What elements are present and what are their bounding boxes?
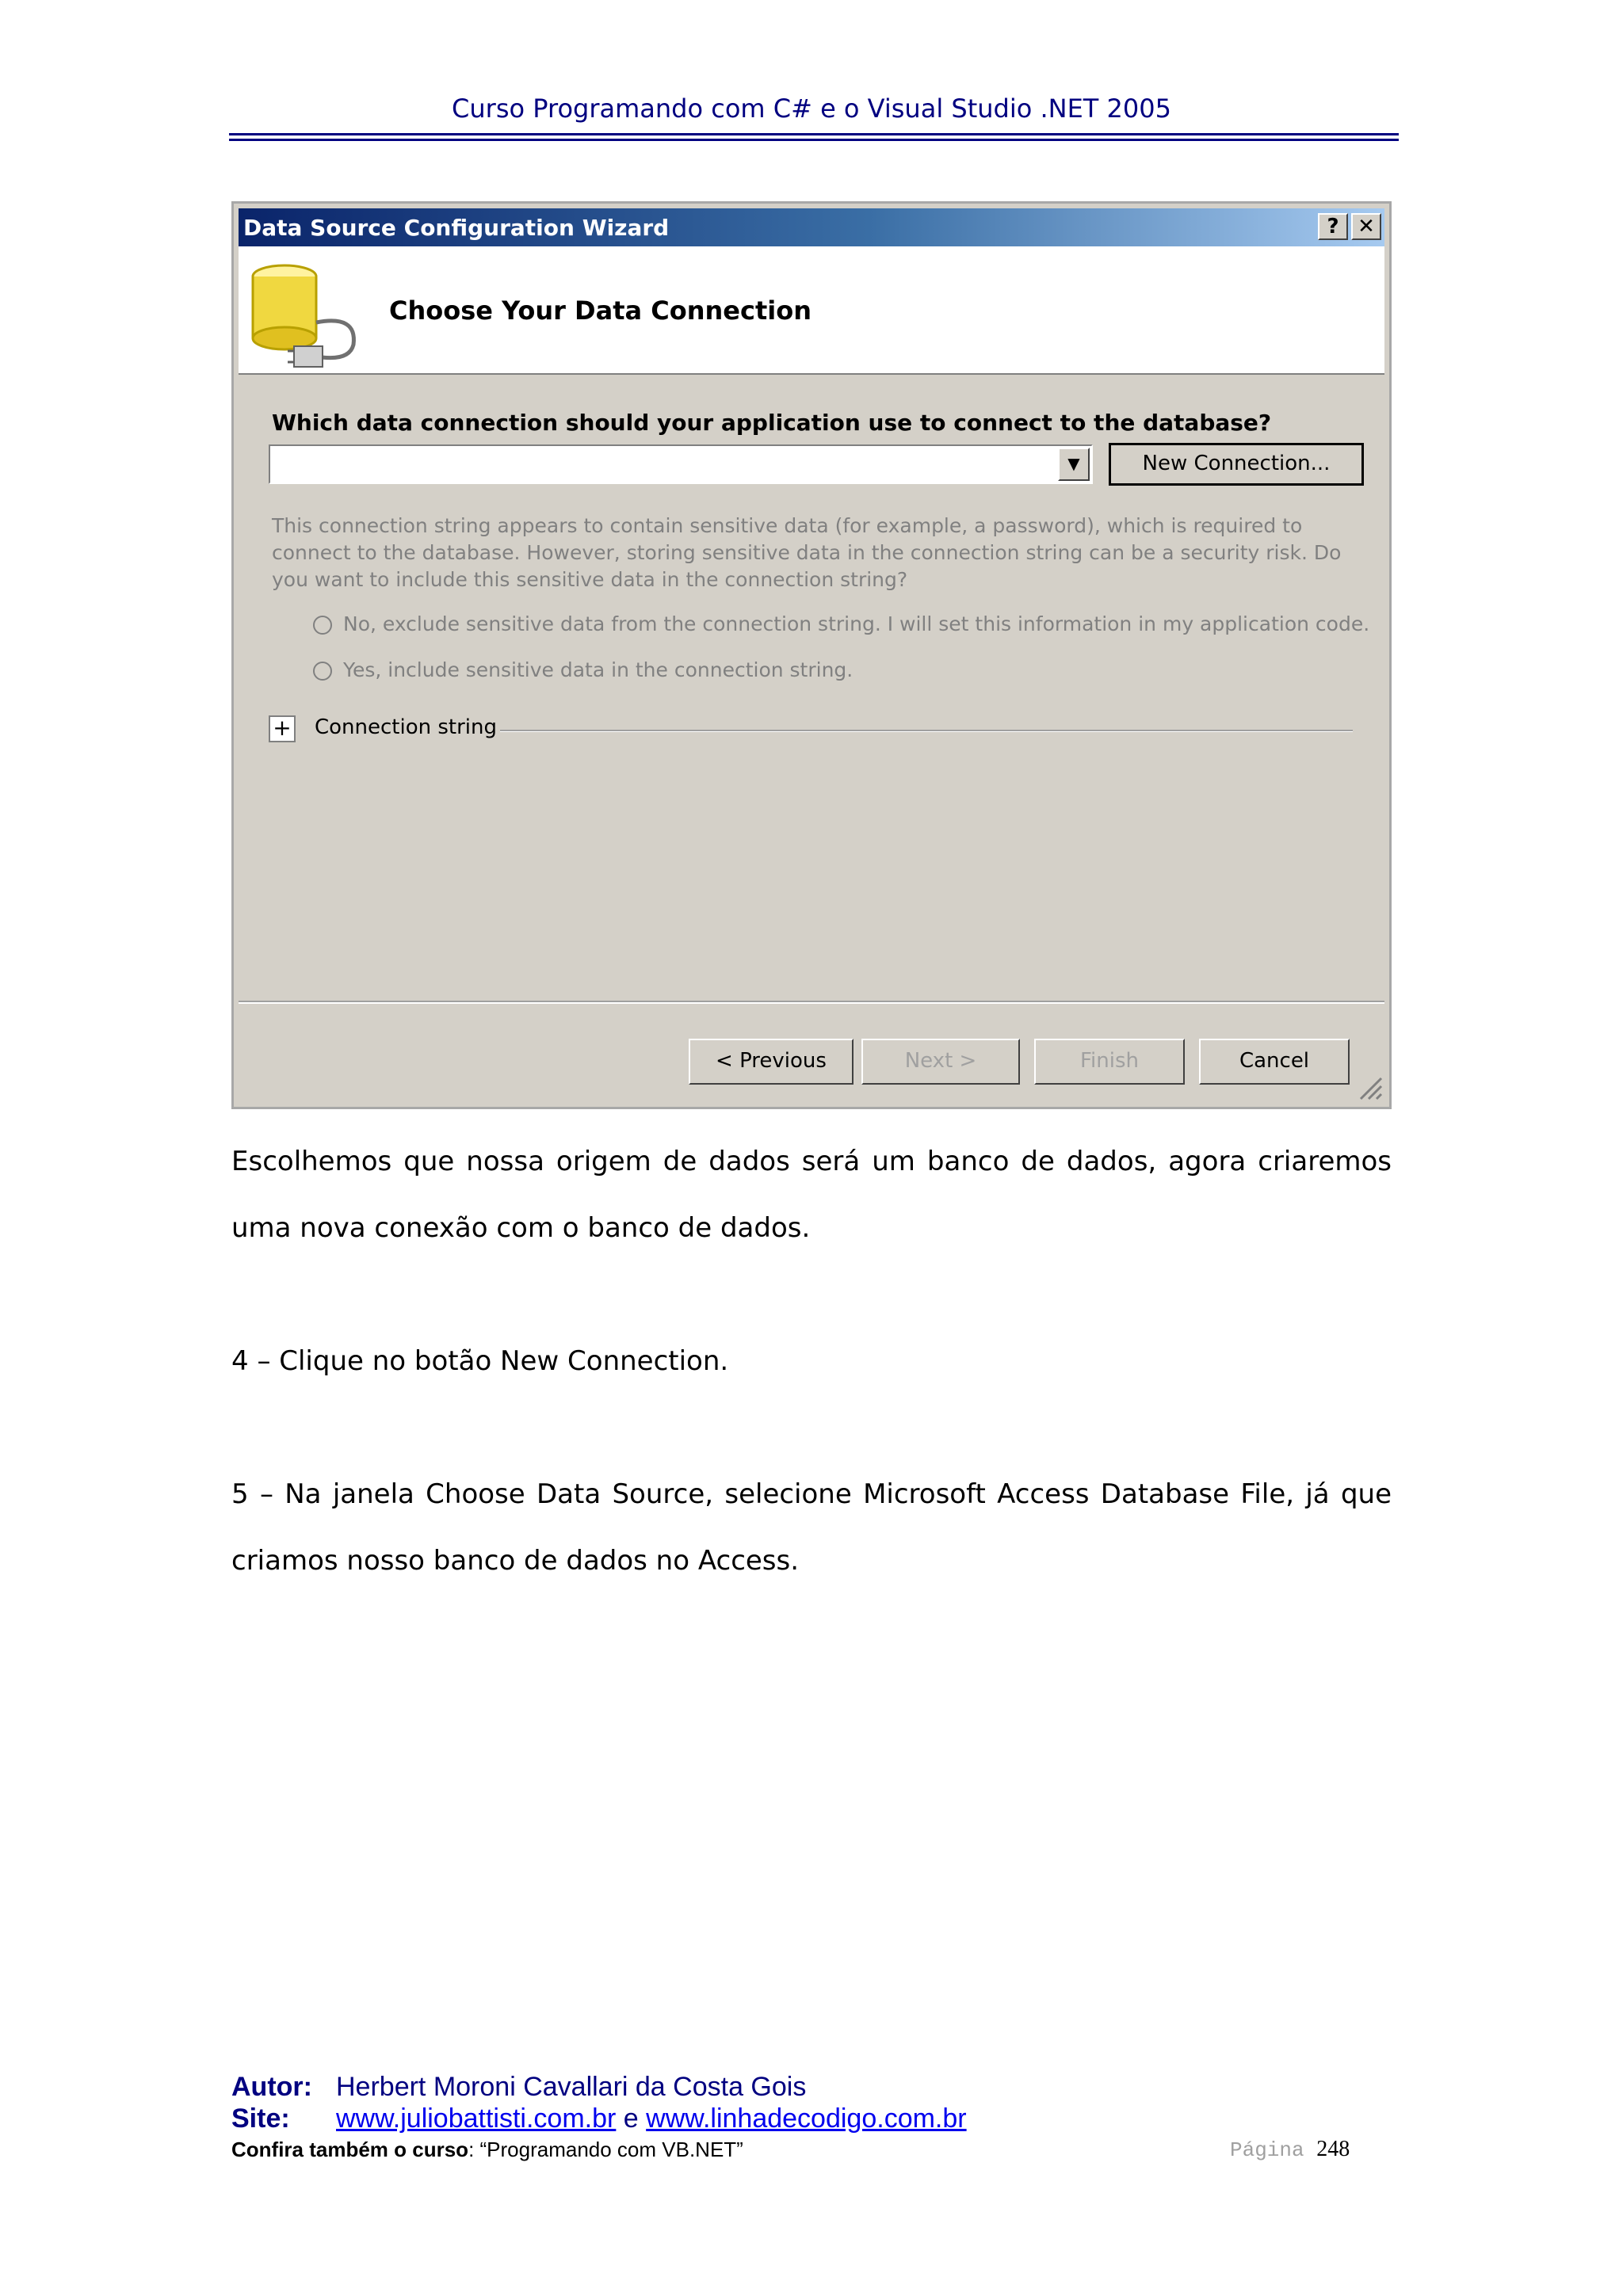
- paragraph-step-4: 4 – Clique no botão New Connection.: [231, 1345, 729, 1377]
- chevron-down-icon[interactable]: ▼: [1058, 448, 1090, 481]
- header-rule: [229, 133, 1399, 141]
- connection-string-label: Connection string: [315, 715, 498, 739]
- radio-exclude-label: No, exclude sensitive data from the connection string. I will set this information in my application code.: [343, 612, 1370, 635]
- close-button[interactable]: ✕: [1351, 213, 1381, 240]
- resize-grip-icon[interactable]: [1354, 1072, 1383, 1100]
- site-link-linhadecodigo[interactable]: www.linhadecodigo.com.br: [646, 2103, 967, 2134]
- radio-include-label: Yes, include sensitive data in the connection string.: [343, 658, 854, 681]
- author-key: Autor:: [231, 2072, 312, 2102]
- connection-question-label: Which data connection should your application use to connect to the database?: [272, 410, 1272, 436]
- database-plug-icon: [246, 259, 365, 370]
- sensitive-data-notice: This connection string appears to contain sensitive data (for example, a password), which is required to connect to the database. However, storing sensitive data in the connection string can be a security risk. Do you want to include this sensitive data in the connection string?: [272, 514, 1342, 591]
- finish-button[interactable]: Finish: [1034, 1039, 1185, 1085]
- window-title: Data Source Configuration Wizard: [243, 215, 670, 241]
- previous-button[interactable]: < Previous: [689, 1039, 854, 1085]
- site-key: Site:: [231, 2103, 290, 2134]
- paragraph-intro: Escolhemos que nossa origem de dados será um banco de dados, agora criaremos uma nova conexão com o banco de dados.: [231, 1146, 1392, 1244]
- wizard-banner: [239, 246, 1384, 375]
- also-course-title: : “Programando com VB.NET”: [468, 2138, 743, 2161]
- paragraph-step-5: 5 – Na janela Choose Data Source, selecione Microsoft Access Database File, já que criamos nosso banco de dados no Access.: [231, 1478, 1392, 1577]
- page-label: Página: [1230, 2138, 1304, 2162]
- connection-combo[interactable]: [269, 444, 1093, 484]
- next-button[interactable]: Next >: [861, 1039, 1020, 1085]
- section-divider: [500, 730, 1353, 732]
- wizard-dialog: [239, 208, 1384, 1102]
- title-bar: [239, 208, 1384, 246]
- site-separator: e: [623, 2103, 639, 2134]
- help-button[interactable]: ?: [1318, 213, 1348, 240]
- radio-include[interactable]: [313, 662, 332, 681]
- page-number-value: 248: [1316, 2137, 1350, 2161]
- site-link-juliobattisti[interactable]: www.juliobattisti.com.br: [336, 2103, 617, 2134]
- radio-exclude-row[interactable]: [313, 612, 1369, 635]
- radio-include-row[interactable]: [313, 658, 853, 681]
- author-name: Herbert Moroni Cavallari da Costa Gois: [336, 2072, 807, 2102]
- expand-icon[interactable]: +: [269, 715, 296, 742]
- new-connection-button[interactable]: New Connection...: [1109, 443, 1364, 486]
- wizard-screenshot: [231, 201, 1392, 1109]
- page-number: [1230, 2137, 1350, 2162]
- cancel-button[interactable]: Cancel: [1199, 1039, 1350, 1085]
- page-footer: [231, 2071, 1392, 2162]
- wizard-footer-divider: [239, 1001, 1384, 1004]
- radio-exclude[interactable]: [313, 616, 332, 635]
- wizard-heading: Choose Your Data Connection: [389, 296, 812, 326]
- also-course-label: Confira também o curso: [231, 2138, 469, 2161]
- page-header-title: Curso Programando com C# e o Visual Studio .NET 2005: [452, 93, 1171, 124]
